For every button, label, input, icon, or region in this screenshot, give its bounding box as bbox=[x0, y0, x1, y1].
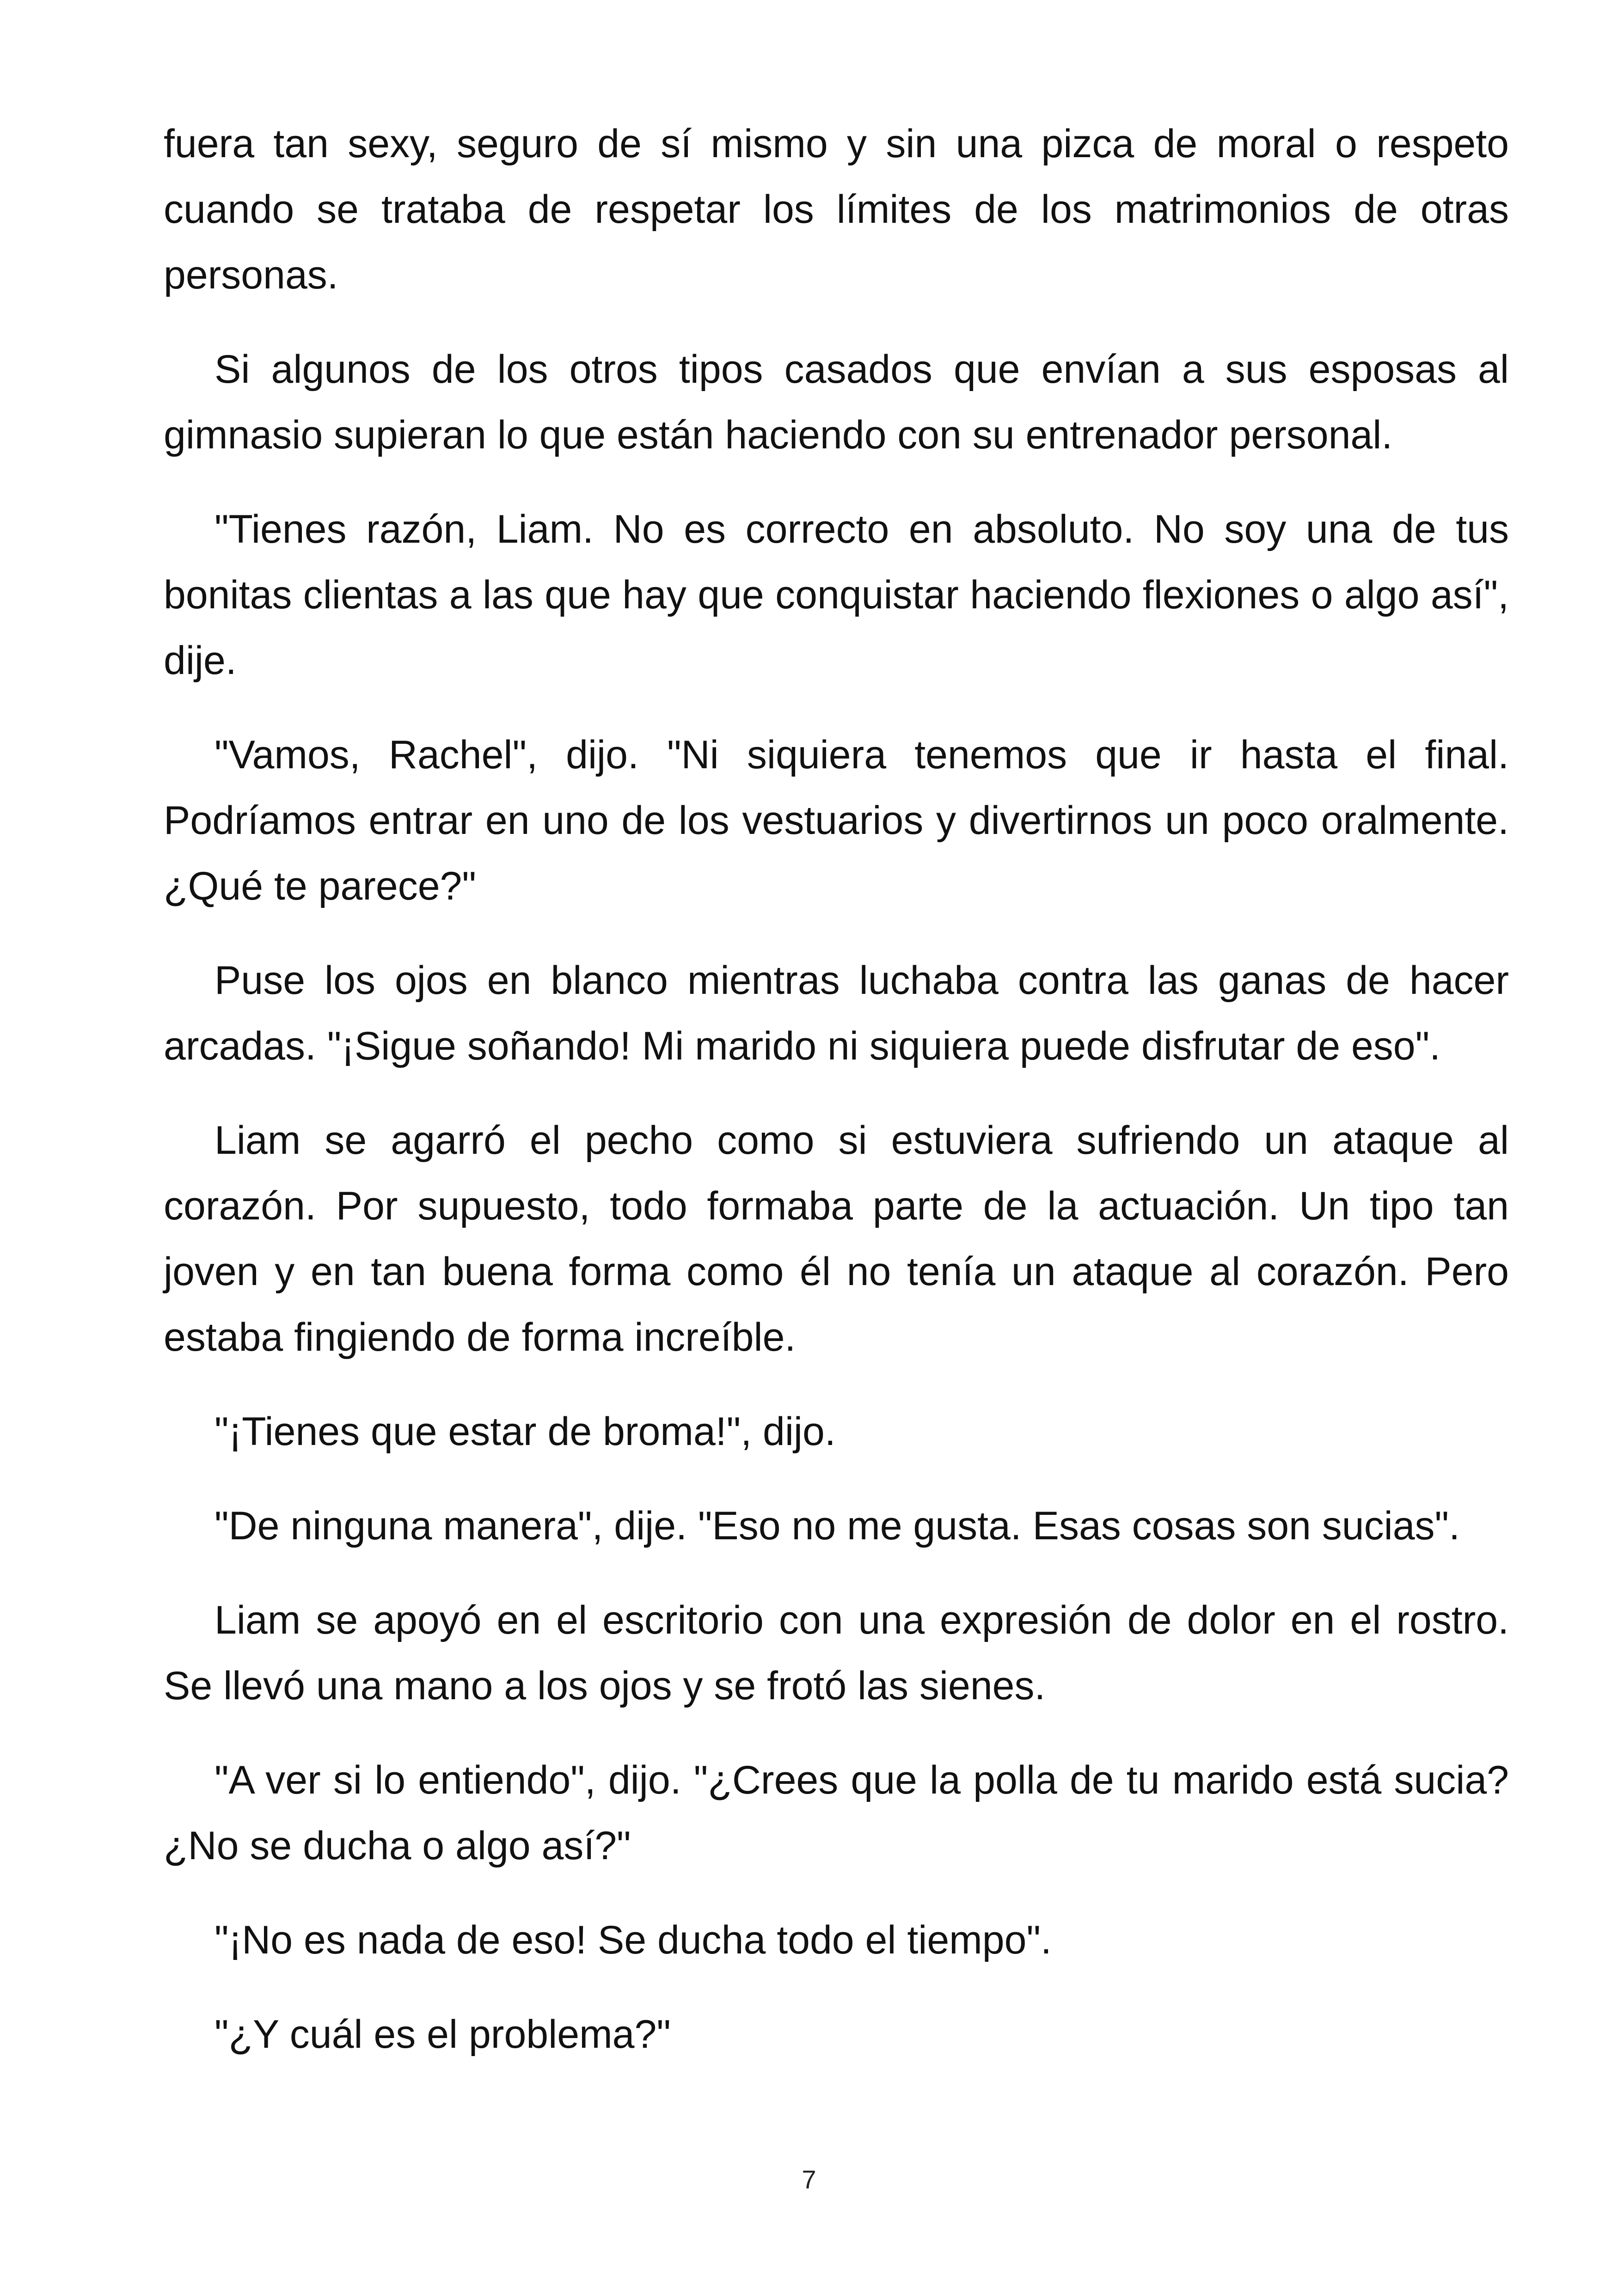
paragraph: "Tienes razón, Liam. No es correcto en absoluto. No soy una de tus bonitas clientas a las que hay que conquistar haciendo flexiones o algo así", dije. bbox=[164, 507, 1509, 683]
paragraph: "¡Tienes que estar de broma!", dijo. bbox=[215, 1409, 836, 1454]
paragraph: "¡No es nada de eso! Se ducha todo el tiempo". bbox=[215, 1918, 1052, 1962]
page-number: 7 bbox=[802, 2165, 816, 2194]
paragraph-continuation: fuera tan sexy, seguro de sí mismo y sin una pizca de moral o respeto cuando se trataba de respetar los límites de los matrimonios de otras personas. bbox=[164, 122, 1509, 297]
paragraph: "De ninguna manera", dije. "Eso no me gusta. Esas cosas son sucias". bbox=[215, 1504, 1460, 1548]
paragraph: Liam se apoyó en el escritorio con una expresión de dolor en el rostro. Se llevó una mano a los ojos y se frotó las sienes. bbox=[164, 1598, 1509, 1708]
paragraph: Puse los ojos en blanco mientras luchaba contra las ganas de hacer arcadas. "¡Sigue soñando! Mi marido ni siquiera puede disfrutar de eso". bbox=[164, 958, 1509, 1068]
paragraph: "¿Y cuál es el problema?" bbox=[215, 2012, 671, 2057]
paragraph: "A ver si lo entiendo", dijo. "¿Crees que la polla de tu marido está sucia? ¿No se ducha o algo así?" bbox=[164, 1758, 1509, 1868]
paragraph: "Vamos, Rachel", dijo. "Ni siquiera tenemos que ir hasta el final. Podríamos entrar en uno de los vestuarios y divertirnos un poco oralmente. ¿Qué te parece?" bbox=[164, 733, 1509, 908]
page-body bbox=[164, 111, 1509, 2096]
paragraph: Liam se agarró el pecho como si estuviera sufriendo un ataque al corazón. Por supuesto, todo formaba parte de la actuación. Un tipo tan joven y en tan buena forma como él no tenía un ataque al corazón. Pero estaba fingiendo de forma increíble. bbox=[164, 1118, 1509, 1359]
paragraph: Si algunos de los otros tipos casados que envían a sus esposas al gimnasio supieran lo que están haciendo con su entrenador personal. bbox=[164, 347, 1509, 457]
